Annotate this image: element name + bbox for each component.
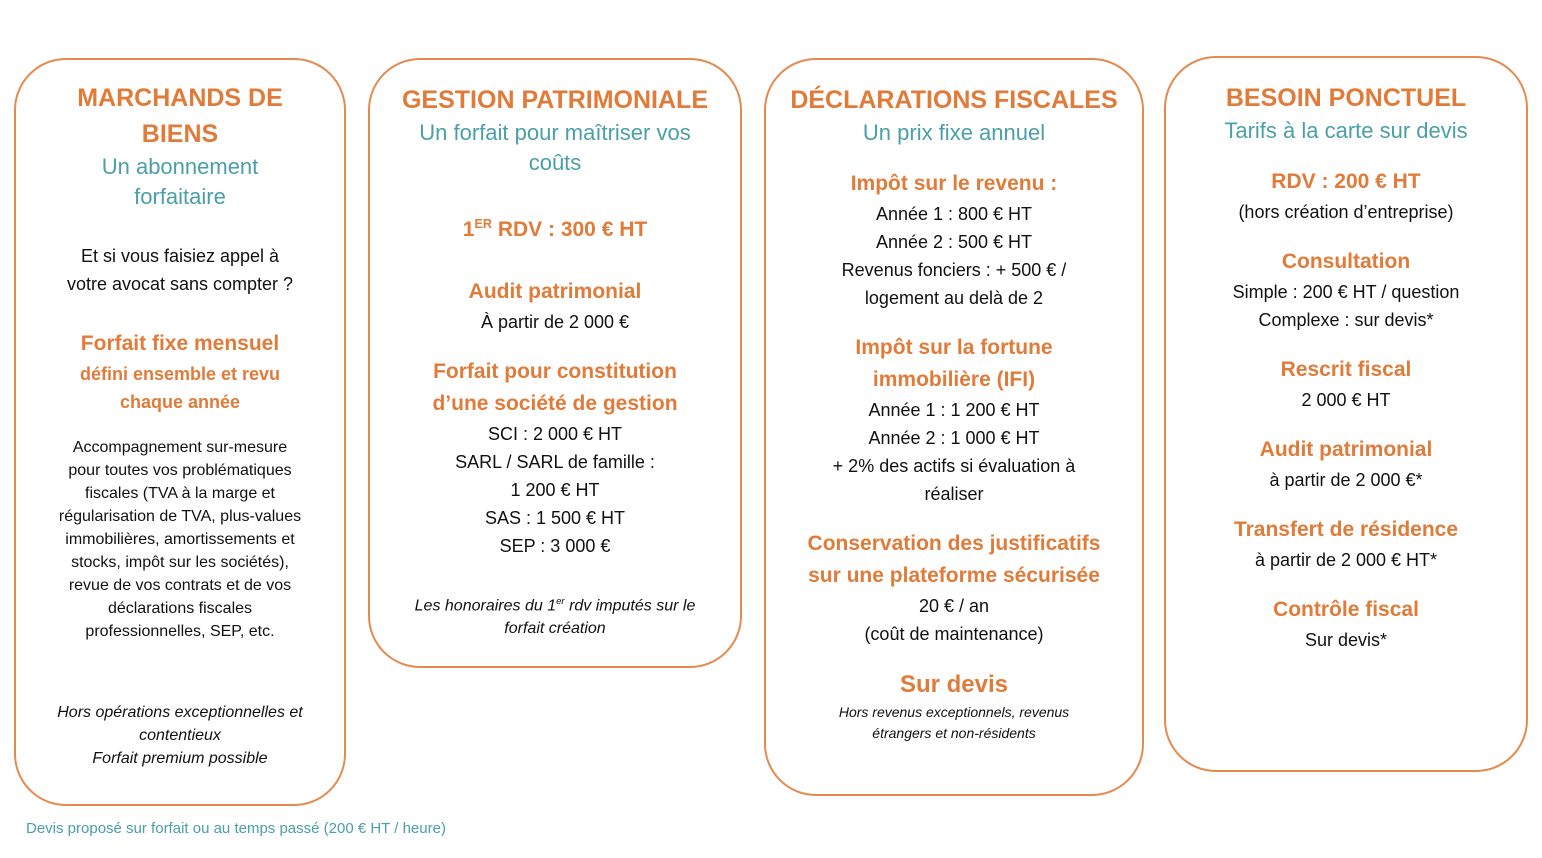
conservation-title: Conservation des justificatifs [807, 532, 1101, 555]
ir-line: logement au delà de 2 [864, 288, 1044, 308]
intro-text-line2: votre avocat sans compter ? [66, 274, 294, 294]
price-line: SAS : 1 500 € HT [484, 508, 626, 528]
price-line: SEP : 3 000 € [499, 536, 611, 556]
footer-note: Devis proposé sur forfait ou au temps passé (200 € HT / heure) [26, 820, 446, 837]
item-line: Simple : 200 € HT / question [1232, 282, 1460, 302]
card-title: MARCHANDS DE [77, 84, 283, 112]
offer-subtitle-line2: chaque année [119, 392, 241, 412]
card-title: BESOIN PONCTUEL [1225, 84, 1467, 112]
item-title: Consultation [1281, 250, 1411, 273]
note-line: contentieux [139, 727, 221, 744]
desc-line: fiscales (TVA à la marge et [85, 485, 275, 502]
ifi-line: Année 1 : 1 200 € HT [868, 400, 1040, 420]
item-line: Sur devis* [1304, 630, 1388, 650]
forfait-title-line2: d’une société de gestion [432, 392, 678, 415]
forfait-title: Forfait pour constitution [433, 360, 677, 383]
ifi-line: + 2% des actifs si évaluation à [832, 456, 1076, 476]
card-subtitle-line2: forfaitaire [134, 184, 226, 209]
item-title: Transfert de résidence [1233, 518, 1459, 541]
first-rdv-price: 1ER RDV : 300 € HT [462, 217, 648, 241]
audit-title: Audit patrimonial [468, 280, 642, 303]
desc-line: régularisation de TVA, plus-values [58, 508, 302, 525]
note-line: Hors opérations exceptionnelles et [57, 704, 303, 721]
rdv-note: (hors création d’entreprise) [1238, 202, 1454, 222]
card-title: GESTION PATRIMONIALE [401, 86, 709, 114]
card-subtitle: Un forfait pour maîtriser vos [419, 120, 691, 145]
rdv-title: RDV : 200 € HT [1271, 170, 1421, 193]
devis-title: Sur devis [899, 671, 1009, 698]
item-line: 2 000 € HT [1301, 390, 1391, 410]
ir-title: Impôt sur le revenu : [850, 172, 1058, 195]
desc-line: Accompagnement sur-mesure [72, 439, 288, 456]
card-marchands-de-biens [14, 58, 346, 806]
conservation-title-line2: sur une plateforme sécurisée [808, 564, 1100, 587]
desc-line: professionnelles, SEP, etc. [85, 623, 275, 640]
card-title-line2: BIENS [141, 120, 219, 148]
item-title: Rescrit fiscal [1280, 358, 1412, 381]
card-subtitle: Un prix fixe annuel [862, 120, 1046, 145]
devis-note-line2: étrangers et non-résidents [872, 725, 1036, 741]
ifi-title-line2: immobilière (IFI) [872, 368, 1036, 391]
note-line: Forfait premium possible [92, 750, 268, 767]
note-line2: forfait création [504, 620, 606, 638]
price-line: SCI : 2 000 € HT [487, 424, 623, 444]
ir-line: Année 2 : 500 € HT [875, 232, 1033, 252]
item-line: à partir de 2 000 €* [1269, 470, 1423, 490]
item-title: Audit patrimonial [1259, 438, 1433, 461]
item-line: à partir de 2 000 € HT* [1254, 550, 1438, 570]
ifi-line: réaliser [924, 484, 984, 504]
item-title: Contrôle fiscal [1273, 598, 1419, 621]
ir-line: Année 1 : 800 € HT [875, 204, 1033, 224]
ifi-line: Année 2 : 1 000 € HT [868, 428, 1040, 448]
desc-line: immobilières, amortissements et [65, 531, 295, 548]
conservation-line: 20 € / an [918, 596, 990, 616]
ir-line: Revenus fonciers : + 500 € / [841, 260, 1067, 280]
offer-title: Forfait fixe mensuel [80, 332, 280, 355]
card-title: DÉCLARATIONS FISCALES [790, 86, 1118, 114]
price-line: 1 200 € HT [510, 480, 600, 500]
audit-price: À partir de 2 000 € [480, 312, 630, 332]
desc-line: pour toutes vos problématiques [68, 462, 292, 479]
item-line: Complexe : sur devis* [1258, 310, 1434, 330]
note-line: Les honoraires du 1er rdv imputés sur le [414, 596, 696, 615]
intro-text: Et si vous faisiez appel à [80, 246, 280, 266]
desc-line: déclarations fiscales [107, 600, 253, 617]
price-line: SARL / SARL de famille : [455, 452, 655, 472]
card-besoin-ponctuel [1164, 56, 1528, 772]
card-declarations-fiscales [764, 58, 1144, 796]
desc-line: revue de vos contrats et de vos [68, 577, 292, 594]
card-subtitle: Un abonnement [101, 154, 259, 179]
offer-subtitle: défini ensemble et revu [79, 364, 281, 384]
desc-line: stocks, impôt sur les sociétés), [71, 554, 289, 571]
card-gestion-patrimoniale [368, 58, 742, 668]
card-subtitle-line2: coûts [528, 150, 582, 175]
devis-note: Hors revenus exceptionnels, revenus [838, 704, 1070, 720]
conservation-line: (coût de maintenance) [864, 624, 1044, 644]
card-subtitle: Tarifs à la carte sur devis [1224, 118, 1468, 143]
ifi-title: Impôt sur la fortune [855, 336, 1053, 359]
